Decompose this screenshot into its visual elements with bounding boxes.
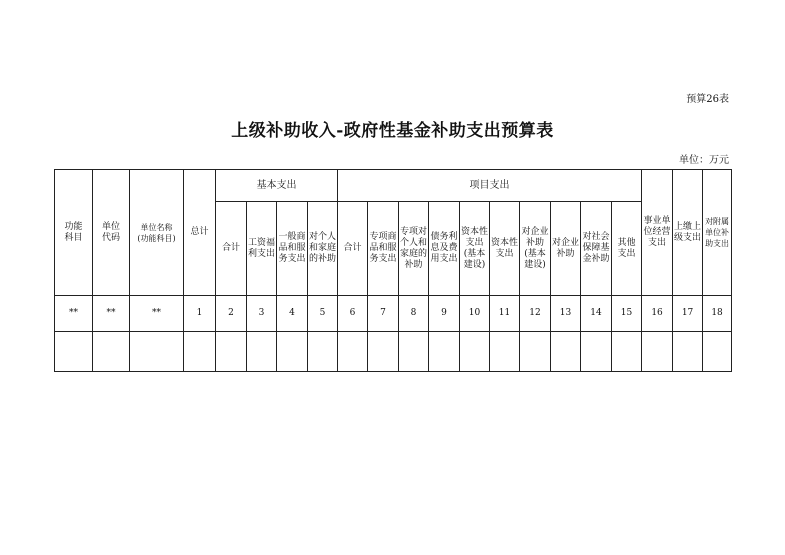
index-cell: 2 [216, 296, 247, 332]
data-cell [93, 332, 130, 372]
data-cell [520, 332, 551, 372]
data-cell [247, 332, 277, 372]
header-project-col: 债务利 息及费 用支出 [429, 202, 460, 296]
header-basic-col: 一般商 品和服 务支出 [277, 202, 308, 296]
index-cell: 18 [703, 296, 732, 332]
index-cell: 8 [399, 296, 429, 332]
index-cell: 13 [551, 296, 581, 332]
data-cell [460, 332, 490, 372]
data-cell [216, 332, 247, 372]
index-cell: 5 [308, 296, 338, 332]
data-cell [642, 332, 673, 372]
header-extra-col: 对附属 单位补 助支出 [703, 170, 732, 296]
index-cell: 15 [612, 296, 642, 332]
index-cell: 4 [277, 296, 308, 332]
index-cell: 10 [460, 296, 490, 332]
header-total: 总计 [184, 170, 216, 296]
header-project-col: 专项商 品和服 务支出 [368, 202, 399, 296]
header-project-col: 对社会 保障基 金补助 [581, 202, 612, 296]
data-cell [308, 332, 338, 372]
index-cell: 11 [490, 296, 520, 332]
index-cell: 1 [184, 296, 216, 332]
header-unit-name: 单位名称 (功能科目) [130, 170, 184, 296]
form-number: 预算26表 [686, 94, 729, 105]
data-cell [338, 332, 368, 372]
data-cell [612, 332, 642, 372]
header-project-col: 资本性 支出 [490, 202, 520, 296]
index-cell: 3 [247, 296, 277, 332]
index-cell: 16 [642, 296, 673, 332]
index-cell: 14 [581, 296, 612, 332]
index-row [55, 296, 732, 332]
data-cell [429, 332, 460, 372]
header-basic-col: 对个人 和家庭 的补助 [308, 202, 338, 296]
index-cell: ** [130, 296, 184, 332]
header-project-col: 对企业 补助 [551, 202, 581, 296]
data-cell [399, 332, 429, 372]
header-unit-code: 单位 代码 [93, 170, 130, 296]
header-project-col: 专项对 个人和 家庭的 补助 [399, 202, 429, 296]
index-cell: 9 [429, 296, 460, 332]
header-extra-col: 事业单 位经营 支出 [642, 170, 673, 296]
index-cell: 6 [338, 296, 368, 332]
header-project-expenditure: 项目支出 [338, 170, 642, 202]
index-cell: 17 [673, 296, 703, 332]
data-cell [551, 332, 581, 372]
data-cell [490, 332, 520, 372]
index-cell: ** [93, 296, 130, 332]
data-cell [184, 332, 216, 372]
unit-label: 单位：万元 [679, 155, 729, 166]
header-func-subject: 功能 科目 [55, 170, 93, 296]
header-extra-col: 上缴上 级支出 [673, 170, 703, 296]
index-cell: 7 [368, 296, 399, 332]
header-basic-expenditure: 基本支出 [216, 170, 338, 202]
header-basic-col: 工资福 利支出 [247, 202, 277, 296]
header-project-col: 资本性 支出 (基本 建设) [460, 202, 490, 296]
page-title: 上级补助收入-政府性基金补助支出预算表 [231, 121, 554, 141]
data-cell [368, 332, 399, 372]
header-project-col: 对企业 补助 (基本 建设) [520, 202, 551, 296]
data-cell [581, 332, 612, 372]
data-cell [703, 332, 732, 372]
data-cell [673, 332, 703, 372]
budget-table [54, 169, 732, 372]
header-project-col: 合计 [338, 202, 368, 296]
data-cell [277, 332, 308, 372]
header-project-col: 其他 支出 [612, 202, 642, 296]
header-basic-col: 合计 [216, 202, 247, 296]
index-cell: ** [55, 296, 93, 332]
index-cell: 12 [520, 296, 551, 332]
data-cell [55, 332, 93, 372]
empty-data-row [55, 332, 732, 372]
data-cell [130, 332, 184, 372]
